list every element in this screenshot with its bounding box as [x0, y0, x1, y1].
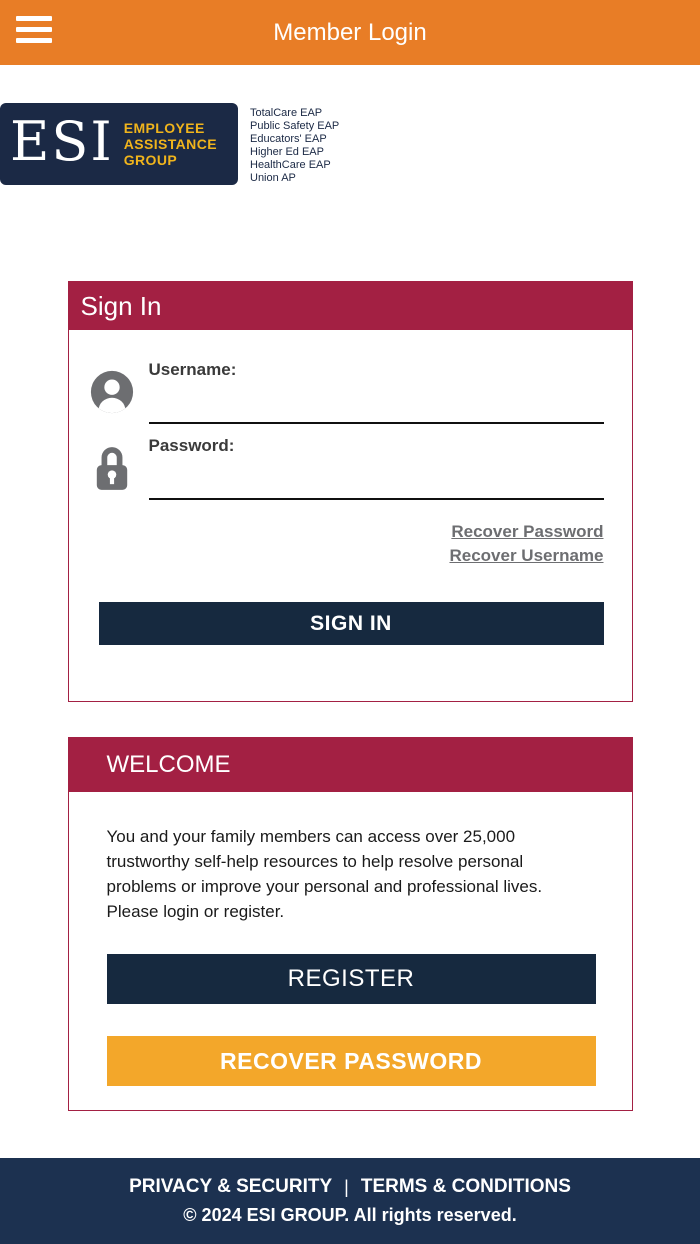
- program-item: Educators' EAP: [250, 133, 327, 145]
- sign-in-card-header: Sign In: [69, 282, 632, 330]
- copyright-text: © 2024 ESI GROUP. All rights reserved.: [183, 1205, 517, 1225]
- password-label: Password:: [148, 436, 235, 455]
- esi-logo-tagline: EMPLOYEE ASSISTANCE GROUP: [123, 120, 217, 168]
- program-item: HealthCare EAP: [250, 159, 331, 171]
- program-list: [250, 103, 339, 185]
- footer: [0, 1158, 700, 1244]
- privacy-security-link[interactable]: PRIVACY & SECURITY: [129, 1176, 333, 1197]
- program-item: Union AP: [250, 172, 296, 184]
- top-bar: [0, 0, 700, 65]
- terms-conditions-link[interactable]: TERMS & CONDITIONS: [360, 1176, 571, 1197]
- user-icon: [89, 369, 135, 415]
- hamburger-menu-icon[interactable]: [16, 16, 52, 43]
- recover-username-link[interactable]: Recover Username: [449, 546, 604, 565]
- recover-password-button[interactable]: RECOVER PASSWORD: [107, 1036, 596, 1086]
- welcome-card-body: [69, 792, 632, 1110]
- lock-icon: [89, 443, 135, 493]
- welcome-text: You and your family members can access over 25,000 trustworthy self-help resources to help resolve personal problems or improve your personal and professional lives. Please login or register.: [106, 827, 543, 921]
- footer-separator: |: [344, 1176, 349, 1197]
- username-row: [89, 360, 604, 424]
- recover-links: [89, 520, 604, 568]
- username-label: Username:: [148, 360, 237, 379]
- sign-in-button[interactable]: SIGN IN: [99, 602, 604, 645]
- username-input[interactable]: [149, 402, 604, 424]
- sign-in-card-body: [69, 330, 632, 701]
- program-item: Higher Ed EAP: [250, 146, 324, 158]
- logo-block: [0, 103, 700, 185]
- sign-in-card: [68, 281, 633, 702]
- welcome-card-header: WELCOME: [69, 738, 632, 792]
- program-item: TotalCare EAP: [250, 107, 323, 119]
- password-input[interactable]: [149, 478, 604, 500]
- page-title: Member Login: [273, 18, 427, 46]
- password-row: [89, 436, 604, 500]
- welcome-card: [68, 737, 633, 1111]
- footer-links: [129, 1176, 571, 1198]
- recover-password-link[interactable]: Recover Password: [451, 522, 604, 541]
- register-button[interactable]: REGISTER: [107, 954, 596, 1004]
- program-item: Public Safety EAP: [250, 120, 340, 132]
- esi-logo: [0, 103, 238, 185]
- esi-logo-acronym: ESI: [10, 110, 114, 173]
